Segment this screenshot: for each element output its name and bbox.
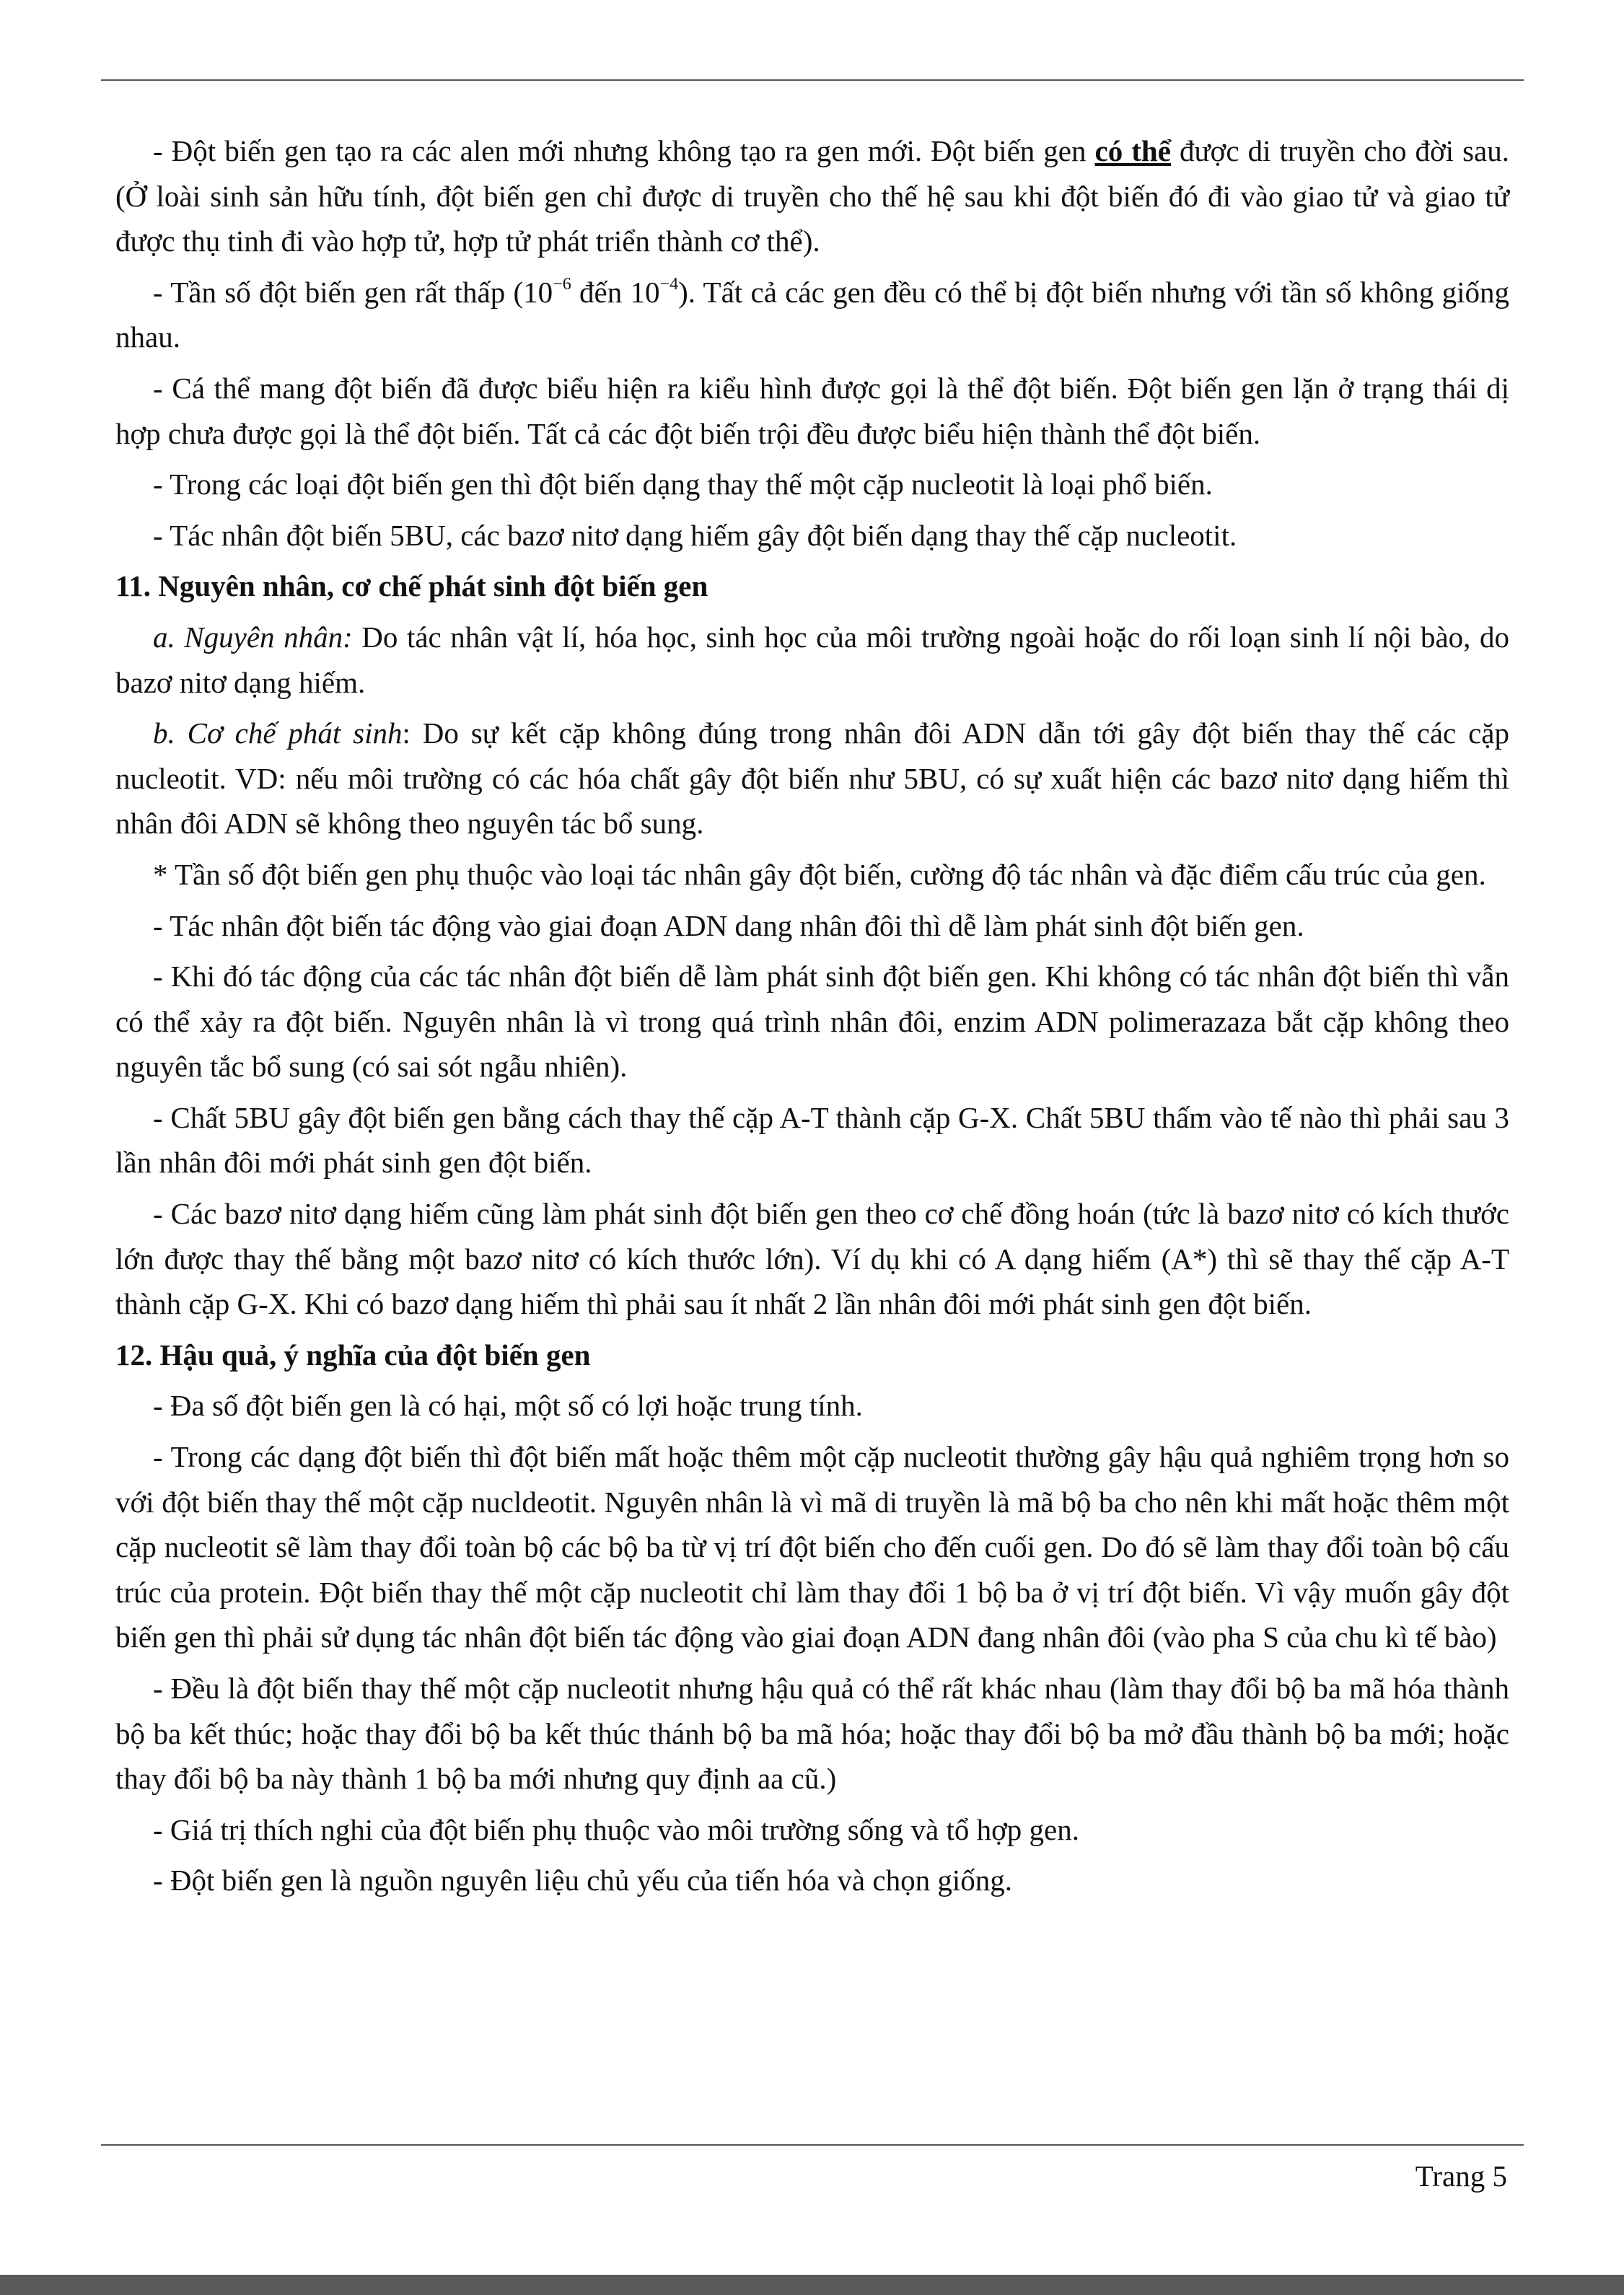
- footer-rule: [101, 2144, 1524, 2146]
- page-body: [115, 128, 1509, 1909]
- paragraph-substitution-consequences: - Đều là đột biến thay thế một cặp nucleotit nhưng hậu quả có thể rất khác nhau (làm thay đổi bộ ba mã hóa thành bộ ba kết thúc; hoặc thay đổi bộ ba kết thúc thánh bộ ba mã hóa; hoặc thay đổi bộ ba mở đầu thành bộ ba mới; hoặc thay đổi bộ ba này thành 1 bộ ba mới nhưng quy định aa cũ.): [115, 1672, 1509, 1796]
- paragraph-mechanism: b. Cơ chế phát sinh: Do sự kết cặp không đúng trong nhân đôi ADN dẫn tới gây đột biến thay thế các cặp nucleotit. VD: nếu môi trường có các hóa chất gây đột biến như 5BU, có sự xuất hiện các bazơ nitơ dạng hiếm thì nhân đôi ADN sẽ không theo nguyên tác bổ sung.: [115, 716, 1509, 841]
- paragraph-mutation-frequency: - Tần số đột biến gen rất thấp ($10^{-6}$ đến $10^{-4}$). Tất cả các gen đều có thể bị đột biến nhưng với tần số không giống nhau.: [115, 274, 1509, 354]
- viewer-bottom-bar: [0, 2275, 1624, 2295]
- paragraph-cause: a. Nguyên nhân: Do tác nhân vật lí, hóa học, sinh học của môi trường ngoài hoặc do rối loạn sinh lí nội bào, do bazơ nitơ dạng hiếm.: [115, 620, 1509, 699]
- header-rule: [101, 79, 1524, 81]
- paragraph-frameshift-severity: - Trong các dạng đột biến thì đột biến mất hoặc thêm một cặp nucleotit thường gây hậu quả nghiêm trọng hơn so với đột biến thay thế một cặp nucldeotit. Nguyên nhân là vì mã di truyền là mã bộ ba cho nên khi mất hoặc thêm một cặp nucleotit sẽ làm thay đổi toàn bộ các bộ ba từ vị trí đột biến cho đến cuối gen. Do đó sẽ làm thay đổi toàn bộ cấu trúc của protein. Đột biến thay thế một cặp nucleotit chỉ làm thay đổi 1 bộ ba ở vị trí đột biến. Vì vậy muốn gây đột biến gen thì phải sử dụng tác nhân đột biến tác động vào giai đoạn ADN đang nhân đôi (vào pha S của chu kì tế bào): [115, 1440, 1509, 1654]
- exponent-minus-6: −6: [553, 274, 571, 294]
- label-cause: a. Nguyên nhân:: [153, 620, 353, 654]
- paragraph-replication-stage: - Tác nhân đột biến tác động vào giai đoạn ADN dang nhân đôi thì dễ làm phát sinh đột biến gen.: [153, 908, 1304, 942]
- paragraph-spontaneous-mutation: - Khi đó tác động của các tác nhân đột biến dễ làm phát sinh đột biến gen. Khi không có tác nhân đột biến thì vẫn có thể xảy ra đột biến. Nguyên nhân là vì trong quá trình nhân đôi, enzim ADN polimerazaza bắt cặp không theo nguyên tắc bổ sung (có sai sót ngẫu nhiên).: [115, 960, 1509, 1084]
- paragraph-5bu-agent: - Tác nhân đột biến 5BU, các bazơ nitơ dạng hiếm gây đột biến dạng thay thế cặp nucleotit.: [153, 518, 1237, 552]
- paragraph-gene-mutation-inheritance: - Đột biến gen tạo ra các alen mới nhưng không tạo ra gen mới. Đột biến gen có thể được di truyền cho đời sau. (Ở loài sinh sản hữu tính, đột biến gen chỉ được di truyền cho thế hệ sau khi đột biến đó đi vào giao tử và giao tử được thụ tinh đi vào hợp tử, hợp tử phát triển thành cơ thể).: [115, 134, 1509, 258]
- heading-section-12: 12. Hậu quả, ý nghĩa của đột biến gen: [115, 1338, 591, 1372]
- heading-section-11: 11. Nguyên nhân, cơ chế phát sinh đột biến gen: [115, 569, 708, 603]
- paragraph-mutant-individual: - Cá thể mang đột biến đã được biểu hiện ra kiểu hình được gọi là thể đột biến. Đột biến gen lặn ở trạng thái dị hợp chưa được gọi là thể đột biến. Tất cả các đột biến trội đều được biểu hiện thành thể đột biến.: [115, 371, 1509, 450]
- paragraph-raw-material: - Đột biến gen là nguồn nguyên liệu chủ yếu của tiến hóa và chọn giống.: [153, 1864, 1012, 1897]
- label-mechanism: b. Cơ chế phát sinh: [153, 716, 403, 750]
- emphasis-co-the: có thể: [1094, 134, 1171, 167]
- paragraph-rare-bases: - Các bazơ nitơ dạng hiếm cũng làm phát sinh đột biến gen theo cơ chế đồng hoán (tức là bazơ nitơ có kích thước lớn được thay thế bằng một bazơ nitơ có kích thước lớn). Ví dụ khi có A dạng hiếm (A*) thì sẽ thay thế cặp A-T thành cặp G-X. Khi có bazơ dạng hiếm thì phải sau ít nhất 2 lần nhân đôi mới phát sinh gen đột biến.: [115, 1197, 1509, 1321]
- paragraph-substitution-common: - Trong các loại đột biến gen thì đột biến dạng thay thế một cặp nucleotit là loại phổ biến.: [153, 468, 1213, 501]
- paragraph-frequency-factors: * Tần số đột biến gen phụ thuộc vào loại tác nhân gây đột biến, cường độ tác nhân và đặc điểm cấu trúc của gen.: [153, 857, 1486, 891]
- paragraph-5bu-mechanism: - Chất 5BU gây đột biến gen bằng cách thay thế cặp A-T thành cặp G-X. Chất 5BU thấm vào tế nào thì phải sau 3 lần nhân đôi mới phát sinh gen đột biến.: [115, 1100, 1509, 1180]
- exponent-minus-4: −4: [659, 274, 679, 294]
- paragraph-adaptive-value: - Giá trị thích nghi của đột biến phụ thuộc vào môi trường sống và tổ hợp gen.: [153, 1812, 1079, 1846]
- paragraph-mostly-harmful: - Đa số đột biến gen là có hại, một số có lợi hoặc trung tính.: [153, 1389, 863, 1423]
- page-number: Trang 5: [1415, 2159, 1507, 2193]
